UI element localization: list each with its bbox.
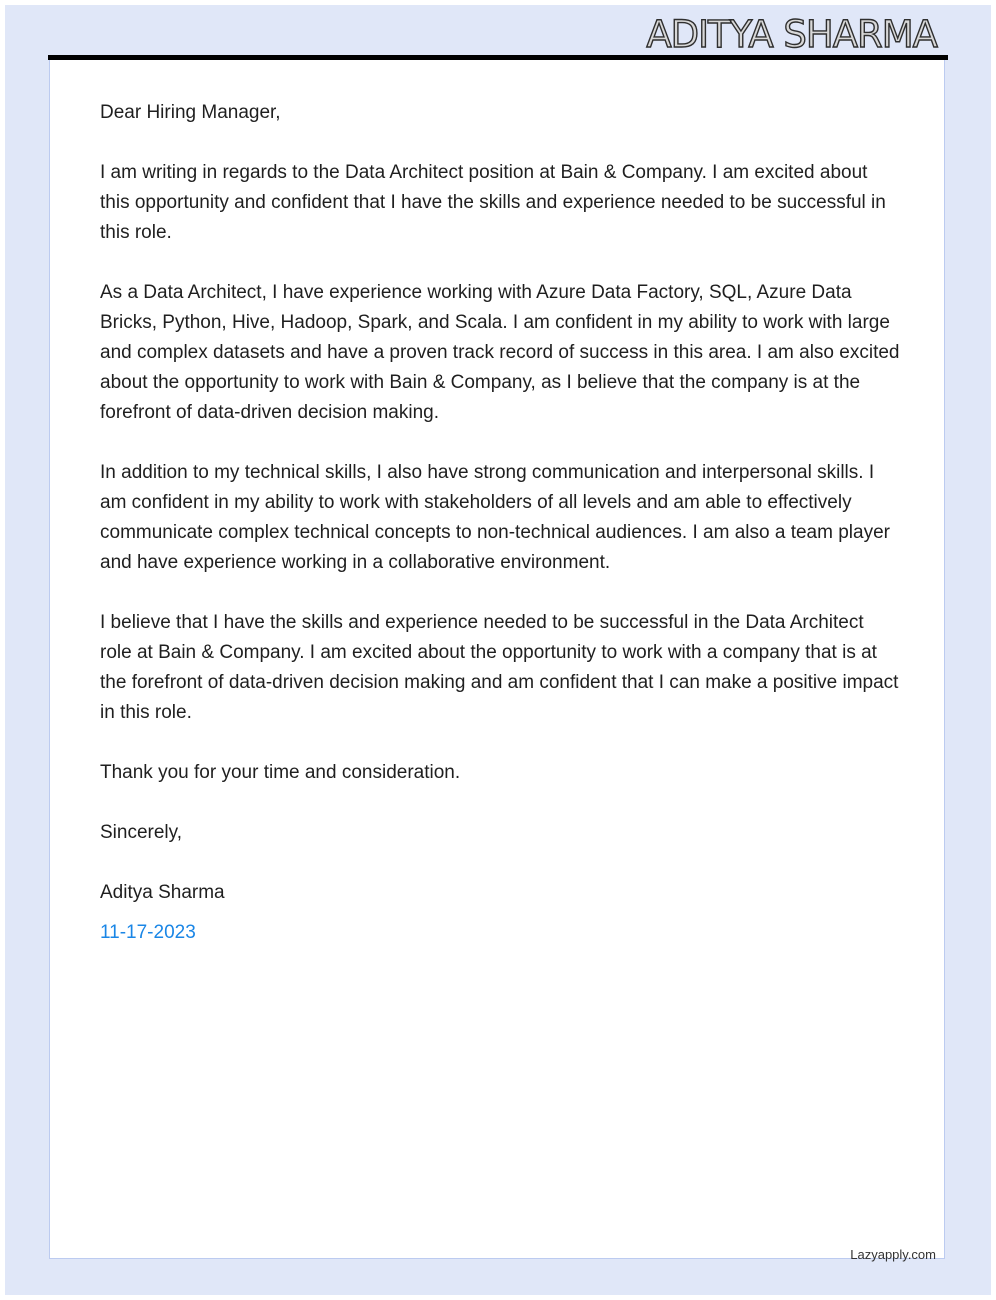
paragraph-conclusion: I believe that I have the skills and experience needed to be successful in the Data Architect role at Bain & Company. I am excited about the opportunity to work with a company that is at the forefront of data-driven decision making and am confident that I can make a positive impact in this role. xyxy=(100,612,899,723)
paragraph-thanks: Thank you for your time and consideration. xyxy=(100,762,461,783)
salutation: Dear Hiring Manager, xyxy=(100,102,281,123)
closing: Sincerely, xyxy=(100,822,183,843)
applicant-name-header: ADITYA SHARMA xyxy=(646,13,937,56)
signature: Aditya Sharma xyxy=(100,882,225,903)
paragraph-soft-skills: In addition to my technical skills, I also have strong communication and interpersonal skills. I am confident in my ability to work with stakeholders of all levels and am able to effectively communicate complex technical concepts to non-technical audiences. I am also a team player and have experience working in a collaborative environment. xyxy=(100,462,890,573)
paragraph-experience: As a Data Architect, I have experience working with Azure Data Factory, SQL, Azure Data Bricks, Python, Hive, Hadoop, Spark, and Scala. I am confident in my ability to work with large and complex datasets and have a proven track record of success in this area. I am also excited about the opportunity to work with Bain & Company, as I believe that the company is at the forefront of data-driven decision making. xyxy=(100,282,900,423)
footer-brand: Lazyapply.com xyxy=(850,1247,936,1262)
paragraph-intro: I am writing in regards to the Data Architect position at Bain & Company. I am excited about this opportunity and confident that I have the skills and experience needed to be successful in this role. xyxy=(100,162,886,243)
letter-body xyxy=(100,98,900,978)
letter-date: 11-17-2023 xyxy=(100,922,196,943)
